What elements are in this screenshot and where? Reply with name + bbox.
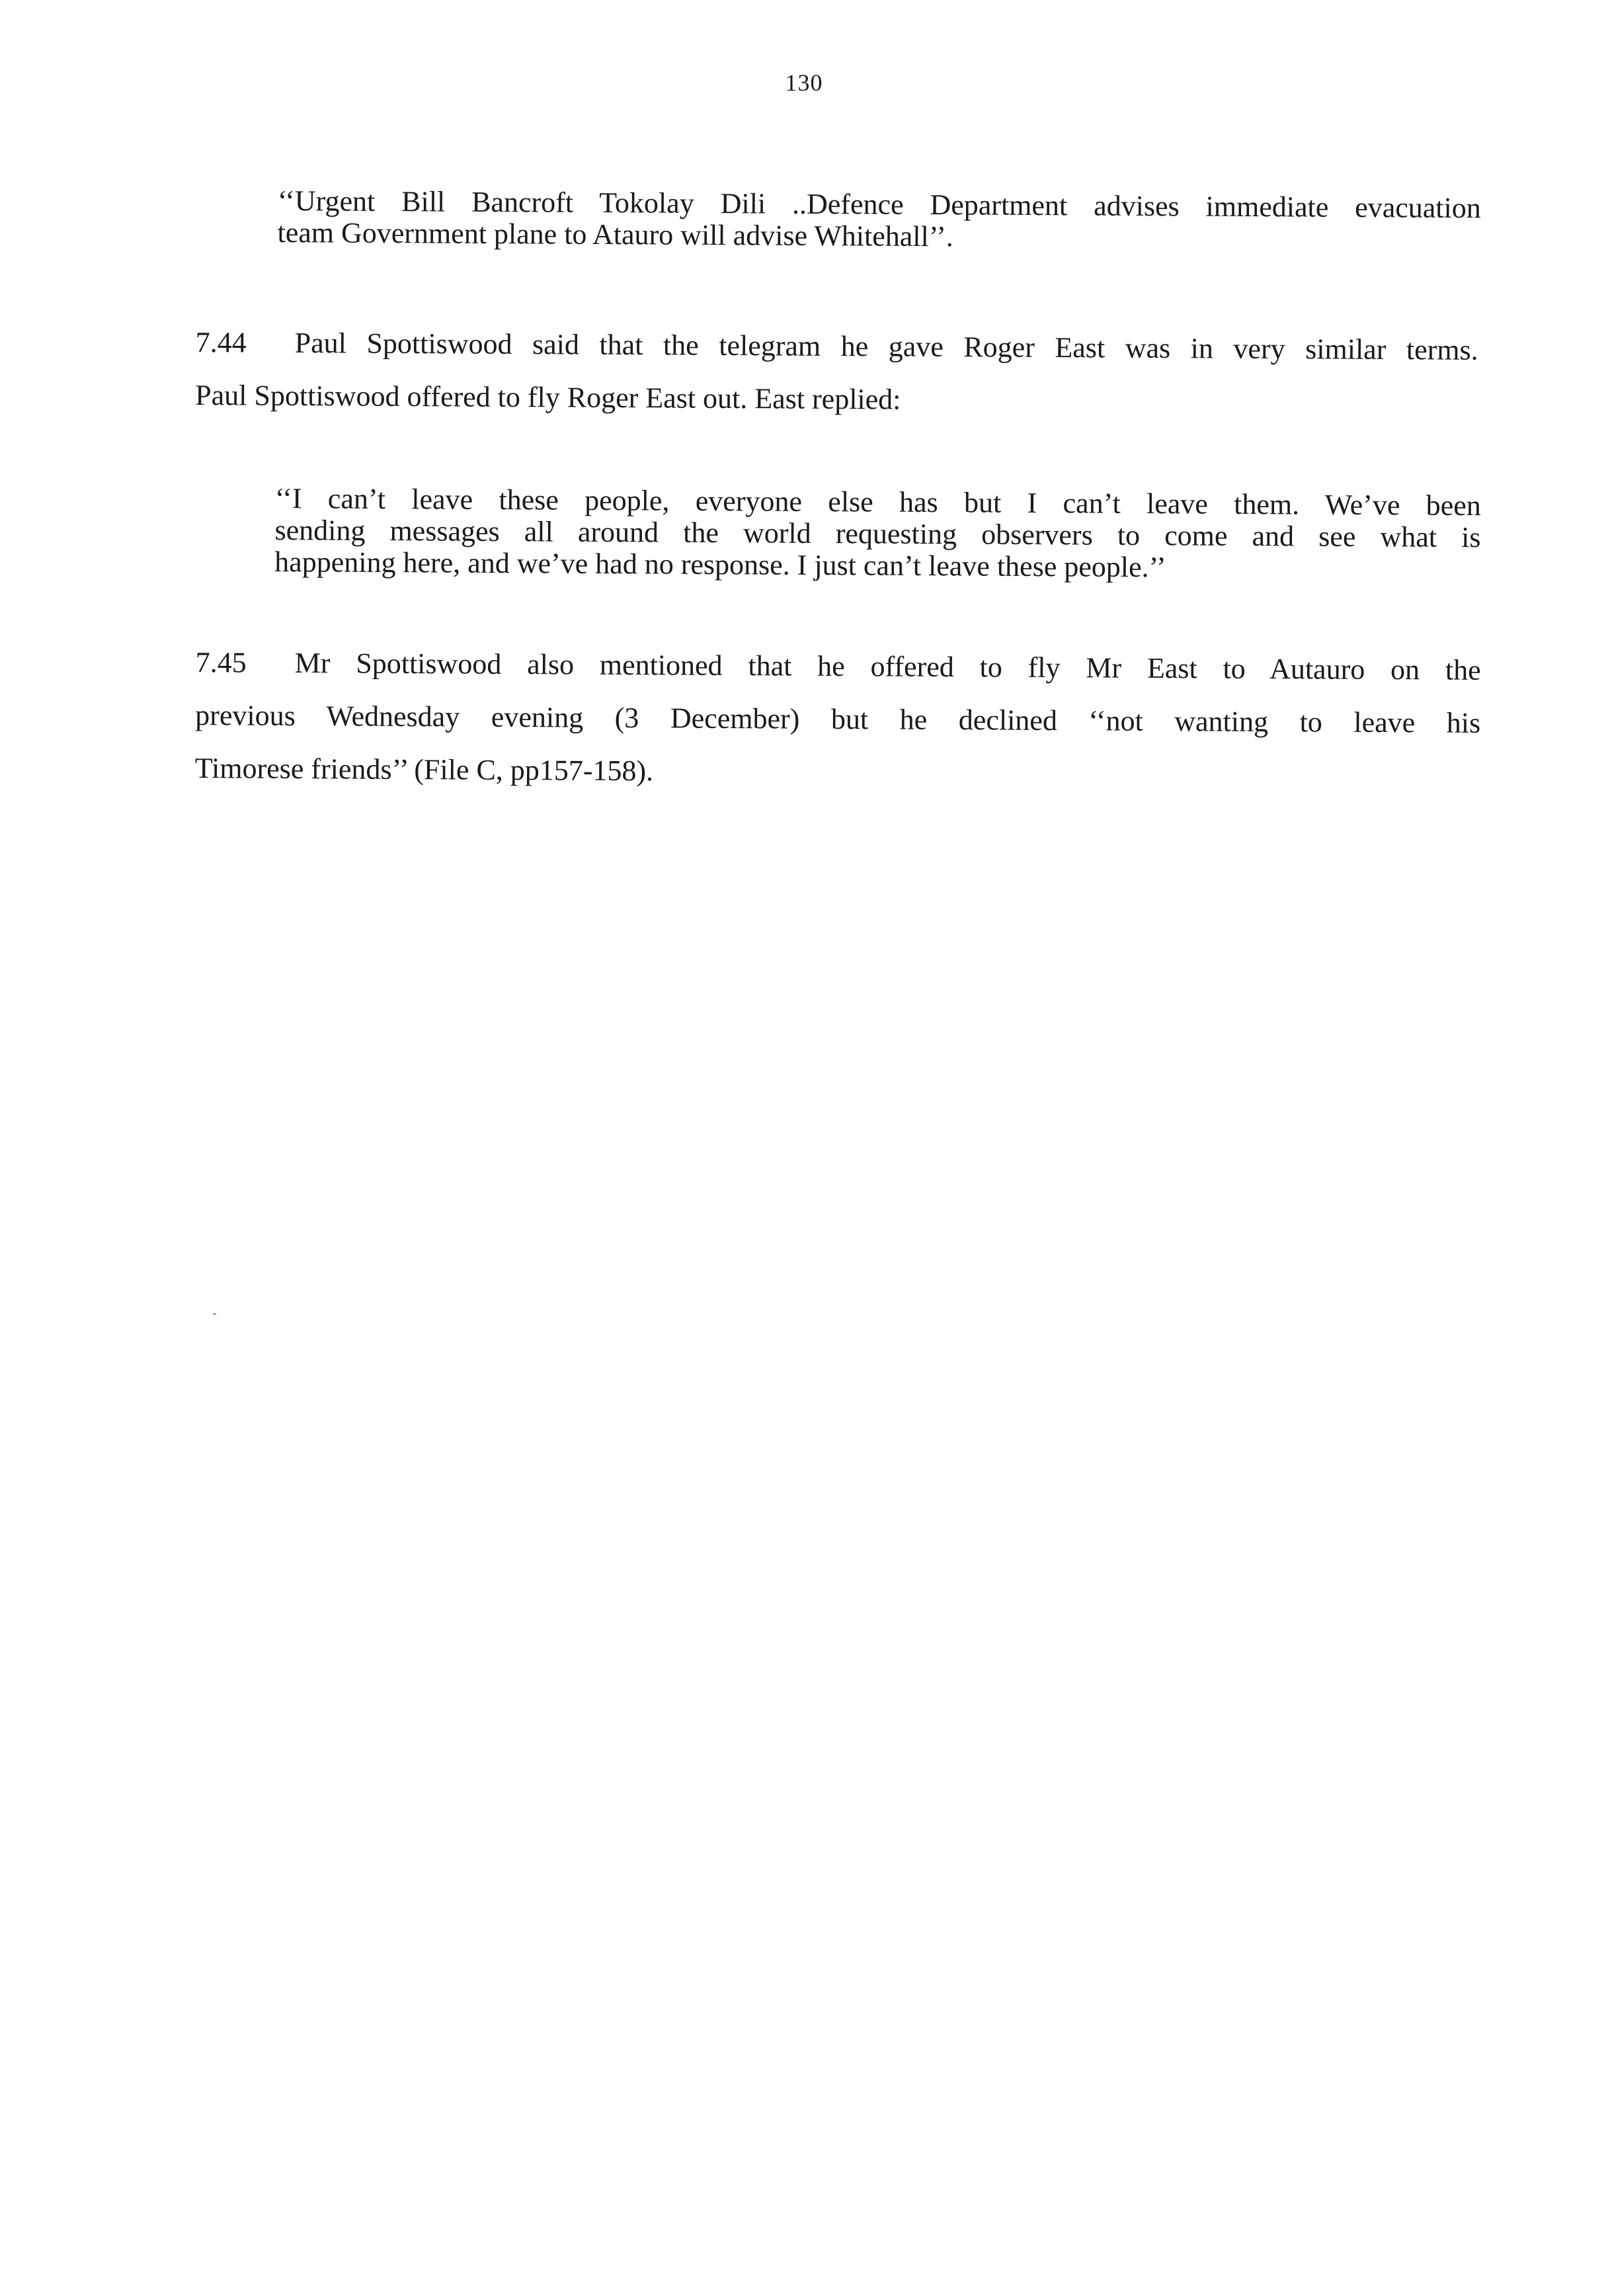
paragraph-7-45 <box>195 636 1481 803</box>
quoted-telegram <box>277 185 1481 256</box>
paragraph-number: 7.45 <box>195 645 247 679</box>
paragraph-number: 7.44 <box>195 325 247 359</box>
quoted-telegram-line: ‘‘Urgent Bill Bancroft Tokolay Dili ..Defence Department advises immediate evacuation <box>277 184 1481 225</box>
paragraph-line <box>196 636 1481 697</box>
paragraph-line: Paul Spottiswood offered to fly Roger East out. East replied: <box>195 378 901 416</box>
quoted-reply-line: ‘‘I can’t leave these people, everyone else has but I can’t leave them. We’ve been <box>274 482 1481 522</box>
quoted-telegram-line: team Government plane to Atauro will advise Whitehall’’. <box>277 216 953 253</box>
paragraph-line: previous Wednesday evening (3 December) but he declined ‘‘not wanting to leave his <box>195 698 1481 739</box>
paragraph-7-44 <box>195 316 1478 430</box>
paragraph-line: Timorese friends’’ (File C, pp157-158). <box>194 751 654 788</box>
paragraph-text: Paul Spottiswood said that the telegram he gave Roger East was in very similar terms. <box>294 326 1478 366</box>
quoted-reply <box>274 483 1481 585</box>
quoted-reply-line: sending messages all around the world requesting observers to come and see what is <box>274 513 1481 554</box>
quoted-reply-line: happening here, and we’ve had no response. I just can’t leave these people.’’ <box>274 545 1166 584</box>
paragraph-line <box>196 316 1478 377</box>
page-number: 130 <box>785 69 823 96</box>
scan-speck <box>213 1313 216 1315</box>
paragraph-text: Mr Spottiswood also mentioned that he offered to fly Mr East to Autauro on the <box>294 646 1481 686</box>
